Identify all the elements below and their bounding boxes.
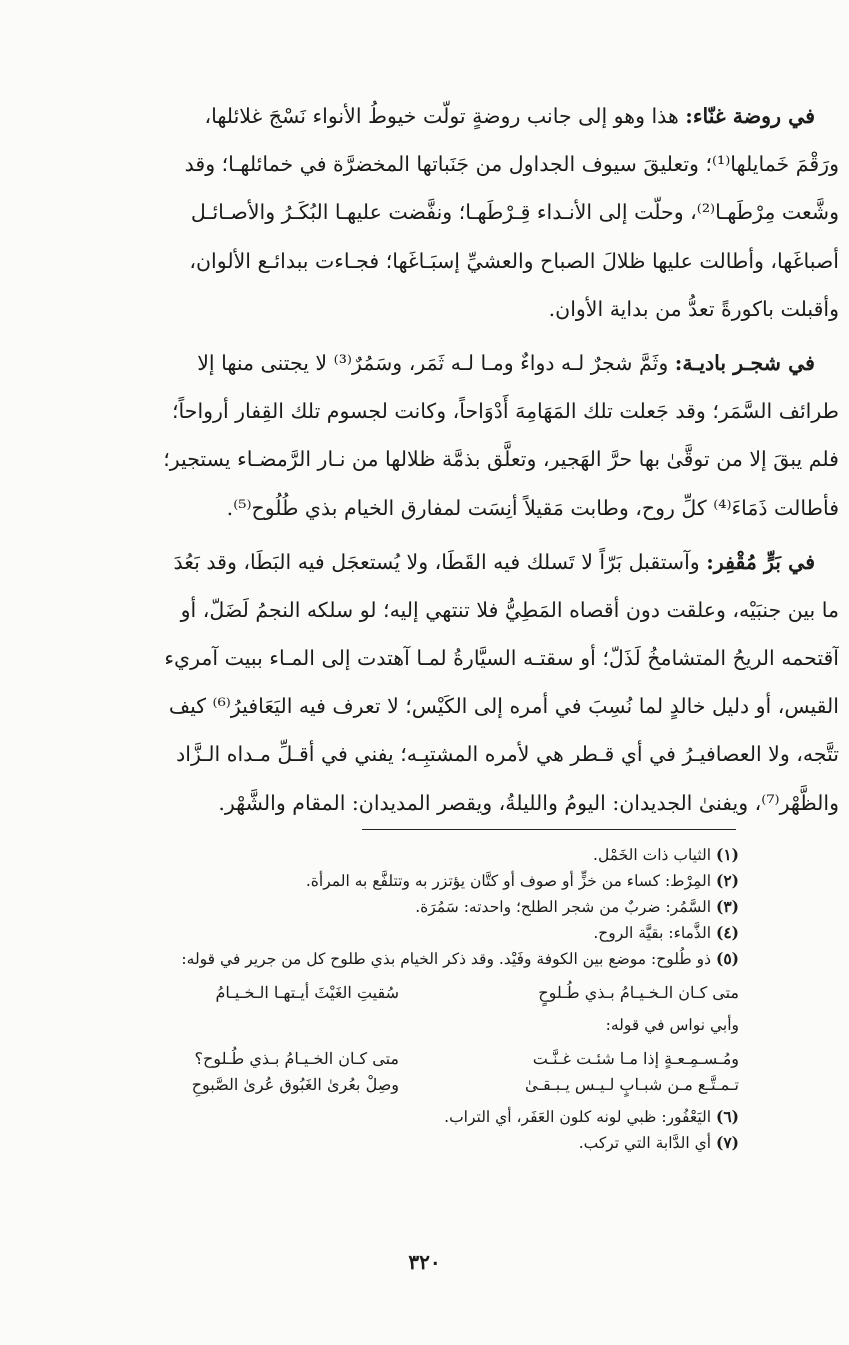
verse-hemistich: تـمـتَّـع مـن شبـابٍ لـيـس يـبـقـىٰ: [525, 1075, 739, 1094]
poem-jarir: [40, 980, 739, 1006]
paragraph-desert: [0, 538, 839, 827]
text-line: في شجـر باديـة: وثَمَّ شجرٌ لـه دواءٌ ومـا لـه ثَمَر، وسَمُرٌ⁽³⁾ لا يجتنى منها إلا: [197, 350, 815, 375]
text-line: ما بين جنبَيْه، وعلقت دون أقصاه المَطِيُّ فلا تنتهي إليه؛ لو سلكه النجمُ لَضَلّ، أو: [180, 597, 839, 622]
paragraph-garden: [0, 92, 839, 333]
text-line: وشَّعت مِرْطَهـا⁽²⁾، وحلّت إلى الأنـداء قِـرْطَهـا؛ ونفَّضت عليهـا البُكَـرُ والأصـائـل: [190, 200, 839, 225]
verse-hemistich: سُقيتِ الغَيْثَ أيـتهـا الـخـيـامُ: [215, 983, 399, 1002]
text-line: والظَّهْر⁽⁷⁾، ويفنىٰ الجديدان: اليومُ والليلةُ، ويقصر المديدان: المقام والشَّهْر.: [218, 790, 839, 815]
verse-hemistich: متى كـان الخـيـامُ بـذي طُـلوح؟: [194, 1049, 399, 1068]
text-line: وأقبلت باكورةً تعدُّ من بداية الأوان.: [548, 296, 839, 321]
paragraph-trees: [0, 339, 839, 532]
footnote: (٧) أي الدَّابة التي تركب.: [578, 1133, 739, 1152]
verse-line: [40, 1072, 739, 1098]
footnote-divider: [362, 829, 736, 830]
verse-hemistich: ومُـسـمِـعـةٍ إذا مـا شئـت غـنَّـت: [532, 1049, 739, 1068]
text-line: أصباغَها، وأطالت عليها ظلالَ الصباح والعشيِّ إسبَـاغَها؛ فجـاءت ببدائـع الألوان،: [189, 248, 839, 273]
footnote: (٢) المِرْط: كساء من خزٍّ أو صوف أو كتَّان يؤتزر به وتتلفَّع به المرأة.: [305, 871, 739, 890]
text-line: طرائف السَّمَر؛ وقد جَعلت تلك المَهَامِهَ أَدْوَاحاً، وكانت لجسوم تلك القِفار أرواحاً؛: [172, 399, 839, 424]
verse-intro: وأبي نواس في قوله:: [605, 1016, 739, 1034]
main-text: [0, 92, 839, 827]
paragraph-heading: في شجـر باديـة:: [674, 350, 815, 375]
text-line: ورَقْمَ خَمايلها⁽¹⁾؛ وتعليقَ سيوف الجداول من جَنَباتها المخضرَّة في خمائلهـا؛ وقد: [184, 152, 839, 177]
text-line: فلم يبقَ إلا من توقَّىٰ بها حرَّ الهَجير، وتعلَّق بذمَّة ظلالها من نـار الرَّمضـاء يستجير؛: [163, 447, 839, 472]
footnote: (٦) اليَعْفُور: ظبي لونه كلون العَفَر، أي التراب.: [444, 1107, 739, 1126]
footnotes: [40, 842, 739, 1156]
footnote: (٥) ذو طُلوح: موضع بين الكوفة وفَيْد. وقد ذكر الخيام بذي طلوح كل من جرير في قوله:: [181, 949, 739, 968]
text-line: في بَرٍّ مُقْفِر: وآستقبل بَرّاً لا تَسلك فيه القَطَا، ولا يُستعجَل فيه البَطَا، وقد بَعُدَ: [173, 549, 815, 574]
text-line: القيس، أو دليل خالدٍ لما نُسِبَ في أمره إلى الكَيْس؛ لا تعرف فيه اليَعَافيرُ⁽⁶⁾ كيف: [168, 694, 839, 719]
text-line: تتَّجه، ولا العصافيـرُ في أي قـطر هي لأمره المشتبِـه؛ يفني في أقـلِّ مـداه الـزَّاد: [176, 742, 839, 767]
paragraph-heading: في روضة غنّاء:: [685, 104, 815, 128]
verse-line: [40, 980, 739, 1006]
verse-line: [40, 1046, 739, 1072]
paragraph-heading: في بَرٍّ مُقْفِر:: [706, 549, 815, 574]
verse-hemistich: متى كـان الـخـيـامُ بـذي طُـلوحٍ: [538, 983, 739, 1002]
text-line: فأطالت ذَمَاءَ⁽⁴⁾ كلِّ روح، وطابت مَقيلاً أنِسَت لمفارق الخيام بذي طُلُوح⁽⁵⁾.: [226, 495, 839, 520]
text-line: آقتحمه الريحُ المتشامخُ لَذَلّ؛ أو سقتـه السيَّارةُ لمـا آهتدت إلى المـاء ببيت آمريء: [164, 646, 839, 671]
footnote: (١) الثياب ذات الخَمْل.: [593, 845, 739, 864]
page-number: ٣٢٠: [408, 1250, 441, 1274]
text-line: في روضة غنّاء: هذا وهو إلى جانب روضةٍ تولّت خيوطُ الأنواء نَسْجَ غلائلها،: [204, 104, 815, 128]
verse-hemistich: وصِلْ بعُرىٰ الغَبُوق عُرىٰ الصَّبوحِ: [191, 1075, 399, 1094]
footnote: (٤) الذَّماء: بقيَّة الروح.: [593, 923, 739, 942]
poem-abu-nuwas: [40, 1046, 739, 1098]
footnote: (٣) السَّمُر: ضربٌ من شجر الطلح؛ واحدته: سَمُرَة.: [415, 897, 739, 916]
